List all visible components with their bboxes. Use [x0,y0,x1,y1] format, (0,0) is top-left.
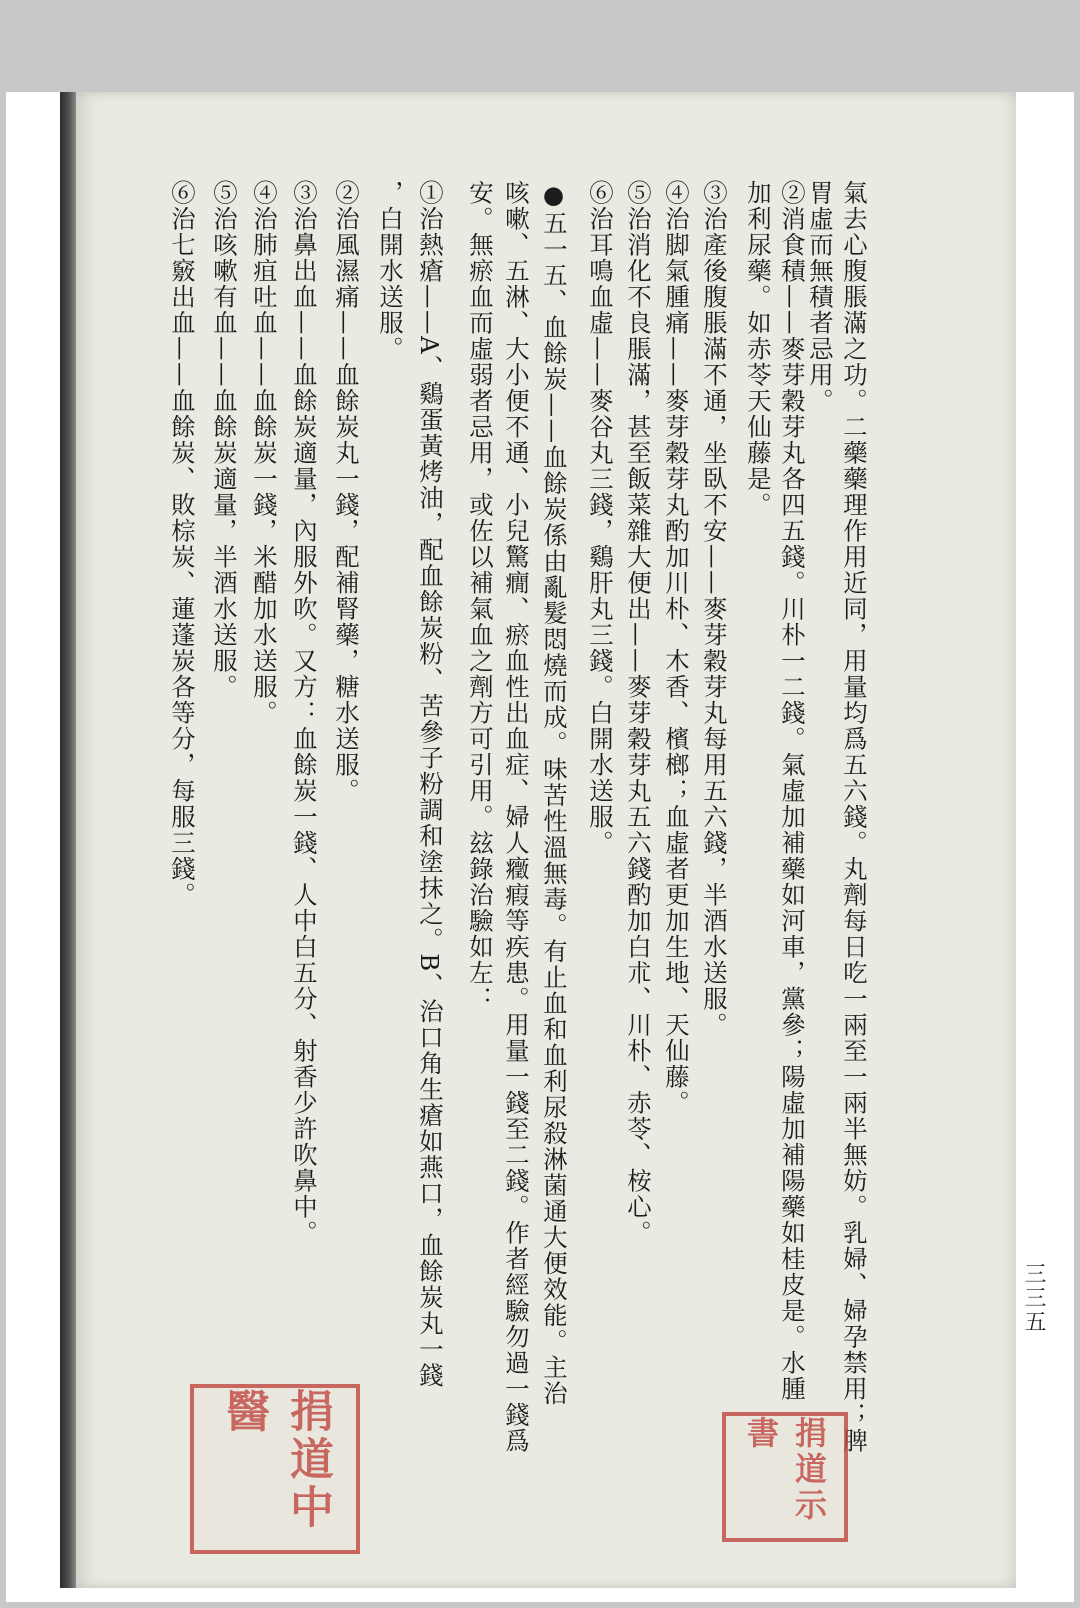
text-column-18: ⑥治七竅出血——血餘炭、敗棕炭、蓮蓬炭各等分，每服三錢。 [167,180,196,908]
text-column-16: ④治肺疽吐血——血餘炭一錢，米醋加水送服。 [249,180,278,726]
text-column-11: 安。無瘀血而虛弱者忌用，或佐以補氣血之劑方可引用。玆錄治驗如左： [465,180,494,1012]
text-column-17: ⑤治咳嗽有血——血餘炭適量，半酒水送服。 [209,180,238,700]
text-column-1: 氣去心腹脹滿之功。二藥藥理作用近同，用量均爲五六錢。丸劑每日吃一兩至一兩半無妨。乳婦、婦孕禁用；脾 [839,180,868,1454]
page-number: 三三五 [1021,1262,1046,1334]
book-spine [60,92,76,1588]
text-column-7: ⑤治消化不良脹滿，甚至飯菜雜大便出——麥芽穀芽丸五六錢酌加白朮、川朴、赤苓、桉心。 [623,180,652,1246]
text-column-9: ●五一五、血餘炭——血餘炭係由亂髮悶燒而成。味苦性溫無毒。有止血和血利尿殺淋菌通大便效能。主治 [539,180,568,1407]
text-column-10: 咳嗽、五淋、大小便不通、小兒驚癇、瘀血性出血症、婦人癥瘕等疾患。用量一錢至二錢。作者經驗勿過一錢爲 [501,180,530,1454]
text-column-3: ②消食積——麥芽穀芽丸各四五錢。川朴一二錢。氣虛加補藥如河車，黨參；陽虛加補陽藥如桂皮是。水腫 [777,180,806,1402]
text-column-8: ⑥治耳鳴血虛——麥谷丸三錢，鷄肝丸三錢。白開水送服。 [585,180,614,856]
text-column-15: ③治鼻出血——血餘炭適量，內服外吹。又方：血餘炭一錢、人中白五分、射香少許吹鼻中。 [289,180,318,1246]
vertical-text-block [150,180,920,1580]
text-column-2: 胃虛而無積者忌用。 [805,180,834,414]
red-seal-stamp-right [722,1412,848,1542]
text-column-6: ④治脚氣腫痛——麥芽穀芽丸酌加川朴、木香、檳榔；血虛者更加生地、天仙藤。 [661,180,690,1116]
text-column-14: ②治風濕痛——血餘炭丸一錢，配補腎藥，糖水送服。 [331,180,360,804]
red-seal-stamp-left [190,1384,360,1554]
seal-right-text: 捐道示書 [742,1416,828,1524]
text-column-13: ，白開水送服。 [375,180,404,362]
text-column-4: 加利尿藥。如赤苓天仙藤是。 [743,180,772,518]
text-column-12: ①治熱瘡——A、鷄蛋黃烤油，配血餘炭粉、苦參子粉調和塗抹之。B、治口角生瘡如燕口，血餘炭丸一錢 [415,180,444,1389]
seal-left-text: 捐道中醫 [218,1388,333,1532]
text-column-5: ③治產後腹脹滿不通，坐臥不安——麥芽穀芽丸每用五六錢，半酒水送服。 [699,180,728,1038]
